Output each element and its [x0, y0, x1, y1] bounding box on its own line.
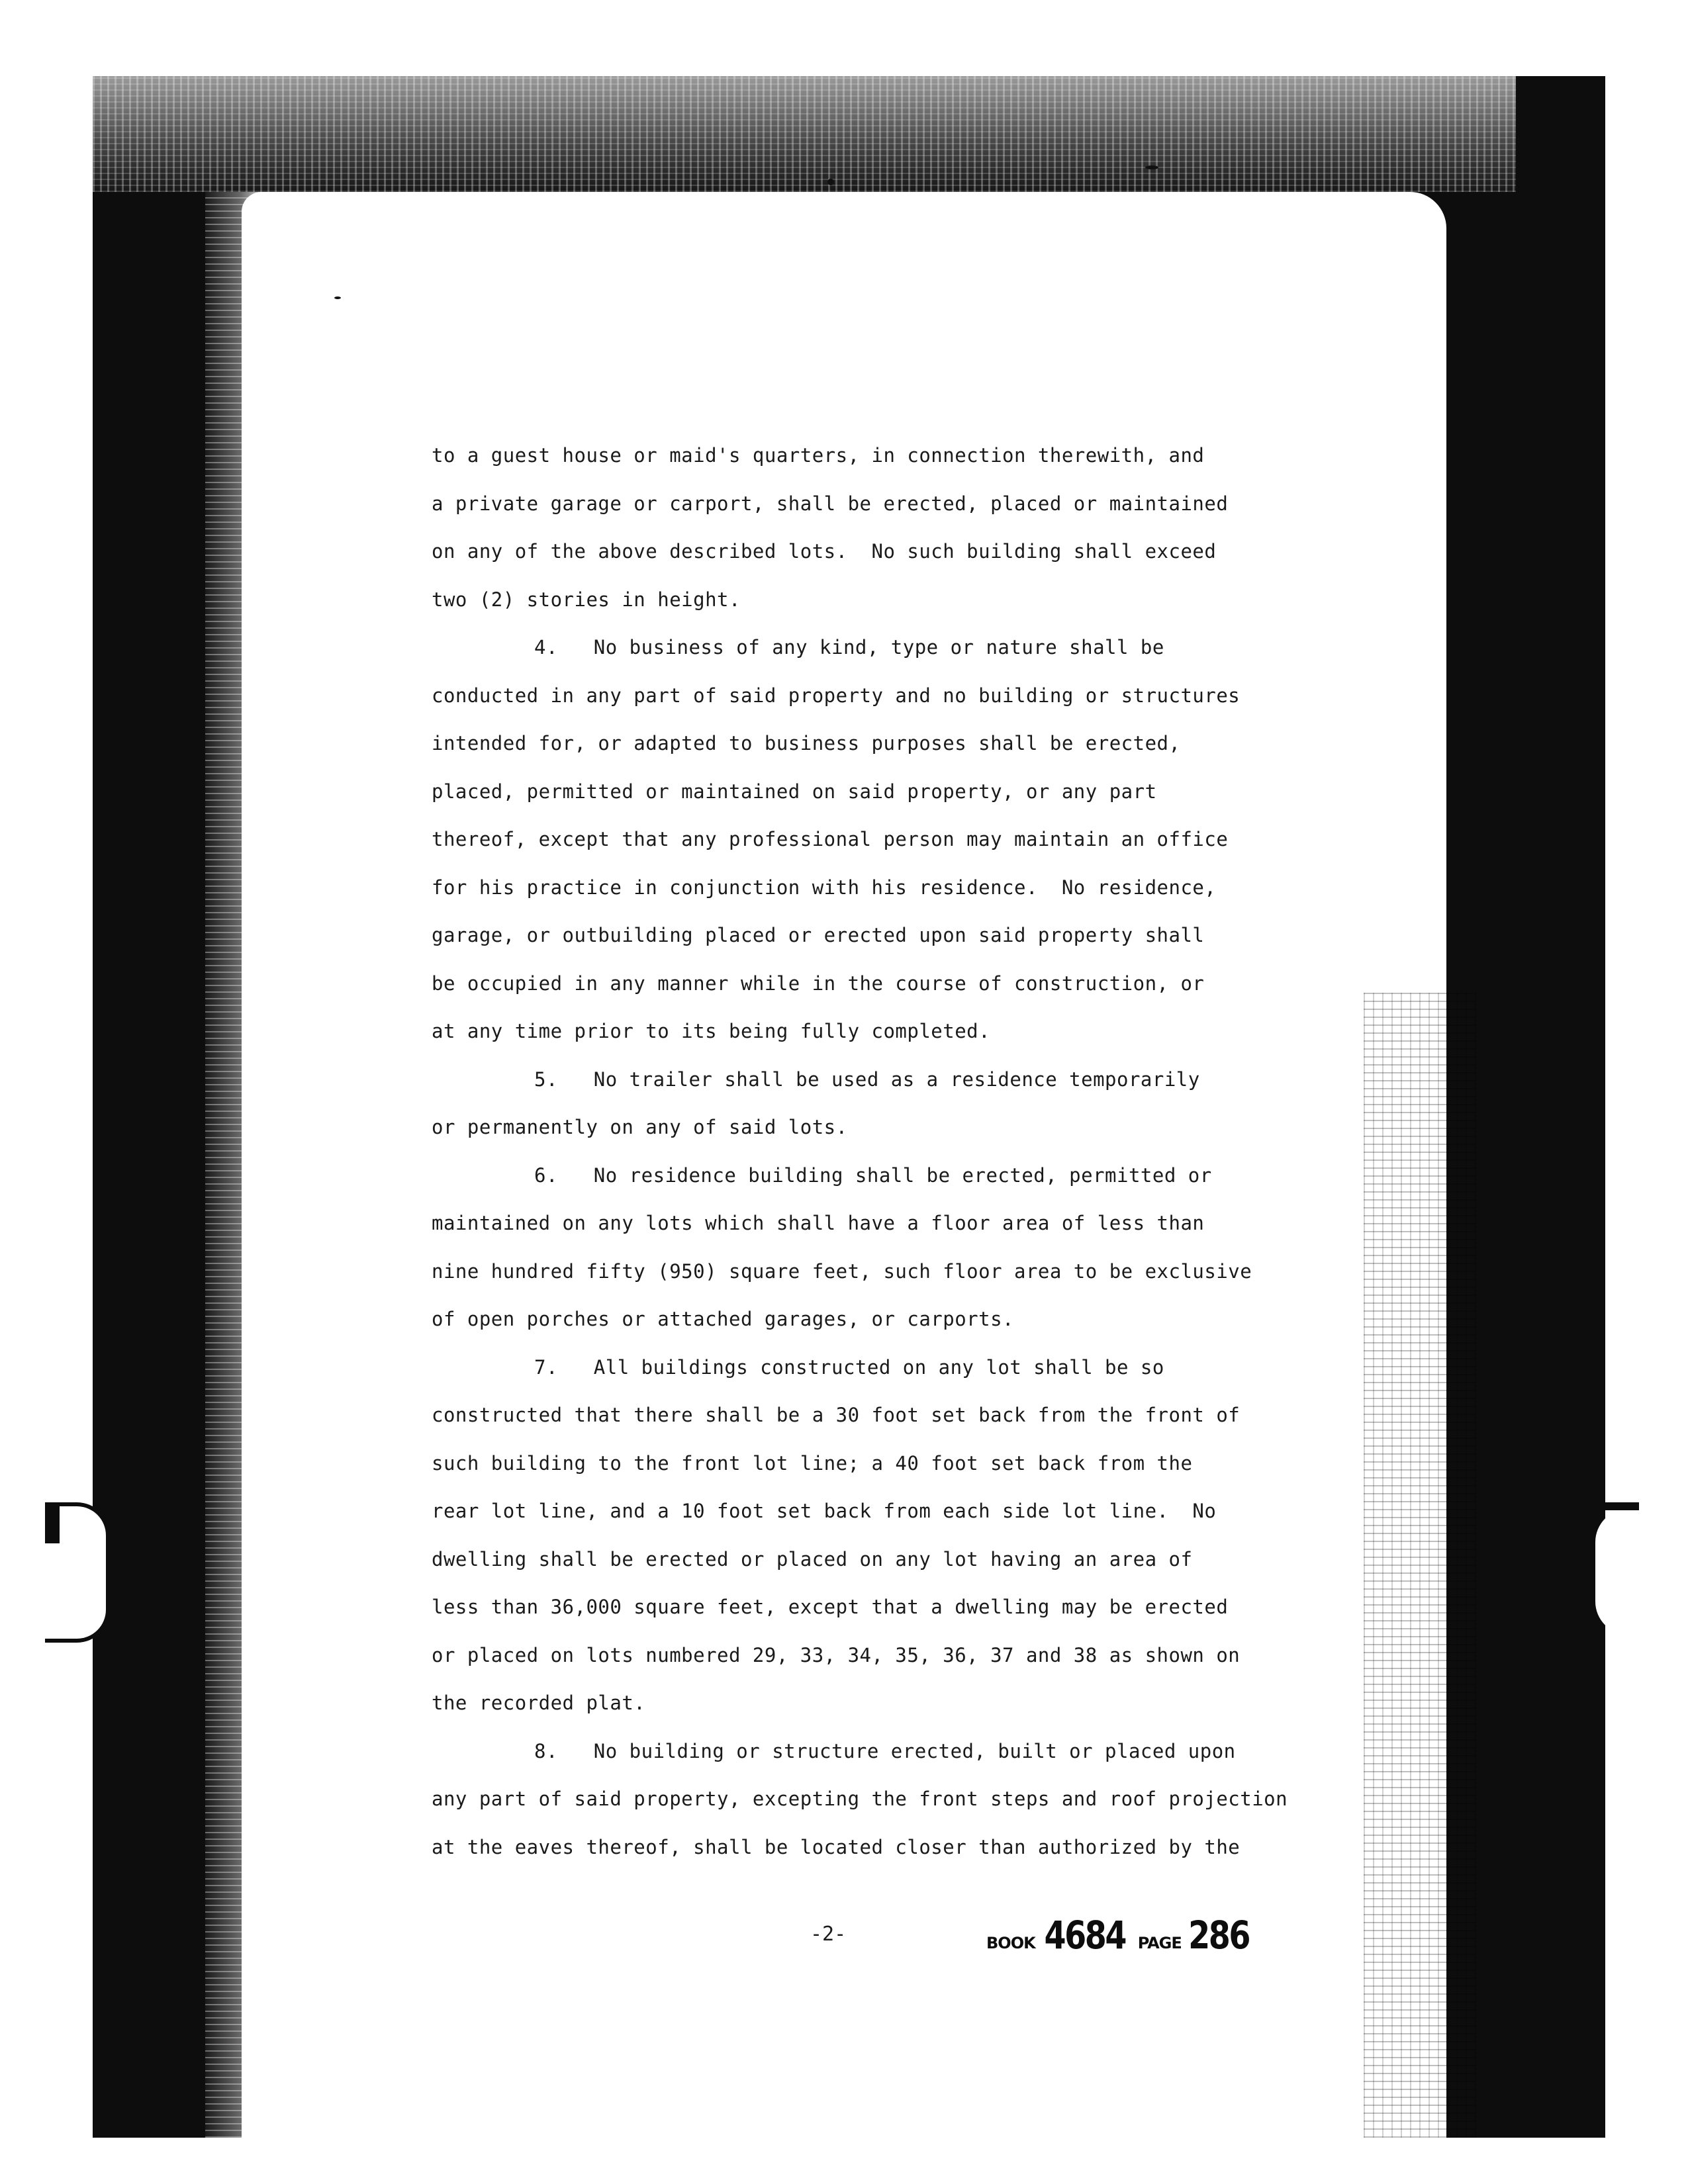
- book-page-stamp: [986, 1913, 1256, 1958]
- scan-speck: [827, 179, 834, 185]
- scan-noise-right: [1364, 993, 1476, 2138]
- text-line: intended for, or adapted to business purposes shall be erected,: [432, 732, 1181, 754]
- page-number: -2-: [810, 1923, 847, 1946]
- text-line: to a guest house or maid's quarters, in connection therewith, and: [432, 444, 1205, 467]
- text-line: garage, or outbuilding placed or erected upon said property shall: [432, 924, 1205, 946]
- scan-speck: [1145, 165, 1158, 169]
- scan-speck: [334, 296, 341, 299]
- text-line: be occupied in any manner while in the course of construction, or: [432, 972, 1205, 995]
- text-line: nine hundred fifty (950) square feet, such floor area to be exclusive: [432, 1259, 1252, 1283]
- paragraph-start-6: 6. No residence building shall be erected, permitted or: [534, 1163, 1212, 1187]
- binding-clip-right: [1595, 1509, 1642, 1635]
- text-line: less than 36,000 square feet, except that a dwelling may be erected: [432, 1596, 1229, 1618]
- text-line: conducted in any part of said property and no building or structures: [432, 684, 1241, 707]
- text-line: thereof, except that any professional person may maintain an office: [432, 828, 1229, 850]
- paragraph-start-5: 5. No trailer shall be used as a residence temporarily: [534, 1068, 1200, 1091]
- text-line: for his practice in conjunction with his residence. No residence,: [432, 876, 1217, 899]
- text-line: at any time prior to its being fully completed.: [432, 1020, 991, 1042]
- paragraph-start-4: 4. No business of any kind, type or nature shall be: [534, 636, 1164, 659]
- text-line: placed, permitted or maintained on said property, or any part: [432, 780, 1157, 803]
- text-line: a private garage or carport, shall be erected, placed or maintained: [432, 492, 1229, 515]
- text-line: any part of said property, excepting the front steps and roof projection: [432, 1788, 1288, 1810]
- text-line: two (2) stories in height.: [432, 588, 741, 611]
- text-line: maintained on any lots which shall have a floor area of less than: [432, 1212, 1205, 1234]
- book-label: BOOK: [986, 1934, 1035, 1952]
- scan-noise-top: [93, 76, 1516, 192]
- paragraph-start-7: 7. All buildings constructed on any lot shall be so: [534, 1355, 1164, 1379]
- text-line: on any of the above described lots. No such building shall exceed: [432, 540, 1217, 563]
- text-line: such building to the front lot line; a 40 foot set back from the: [432, 1451, 1193, 1475]
- book-number: 4684: [1044, 1913, 1125, 1958]
- text-line: constructed that there shall be a 30 foot set back from the front of: [432, 1404, 1241, 1426]
- page-stamp-number: 286: [1188, 1913, 1249, 1958]
- page-label: PAGE: [1137, 1934, 1182, 1952]
- text-line: or permanently on any of said lots.: [432, 1116, 848, 1138]
- text-line: the recorded plat.: [432, 1692, 646, 1714]
- text-line: dwelling shall be erected or placed on any lot having an area of: [432, 1547, 1193, 1570]
- text-line: of open porches or attached garages, or carports.: [432, 1308, 1015, 1330]
- paragraph-start-8: 8. No building or structure erected, built or placed upon: [534, 1739, 1236, 1762]
- binding-clip-left-bar: [45, 1502, 60, 1543]
- text-line: rear lot line, and a 10 foot set back from each side lot line. No: [432, 1500, 1217, 1522]
- document-body: [432, 432, 1312, 1871]
- binding-clip-right-bar: [1602, 1502, 1639, 1510]
- text-line: or placed on lots numbered 29, 33, 34, 35, 36, 37 and 38 as shown on: [432, 1643, 1241, 1666]
- text-line: at the eaves thereof, shall be located closer than authorized by the: [432, 1835, 1241, 1858]
